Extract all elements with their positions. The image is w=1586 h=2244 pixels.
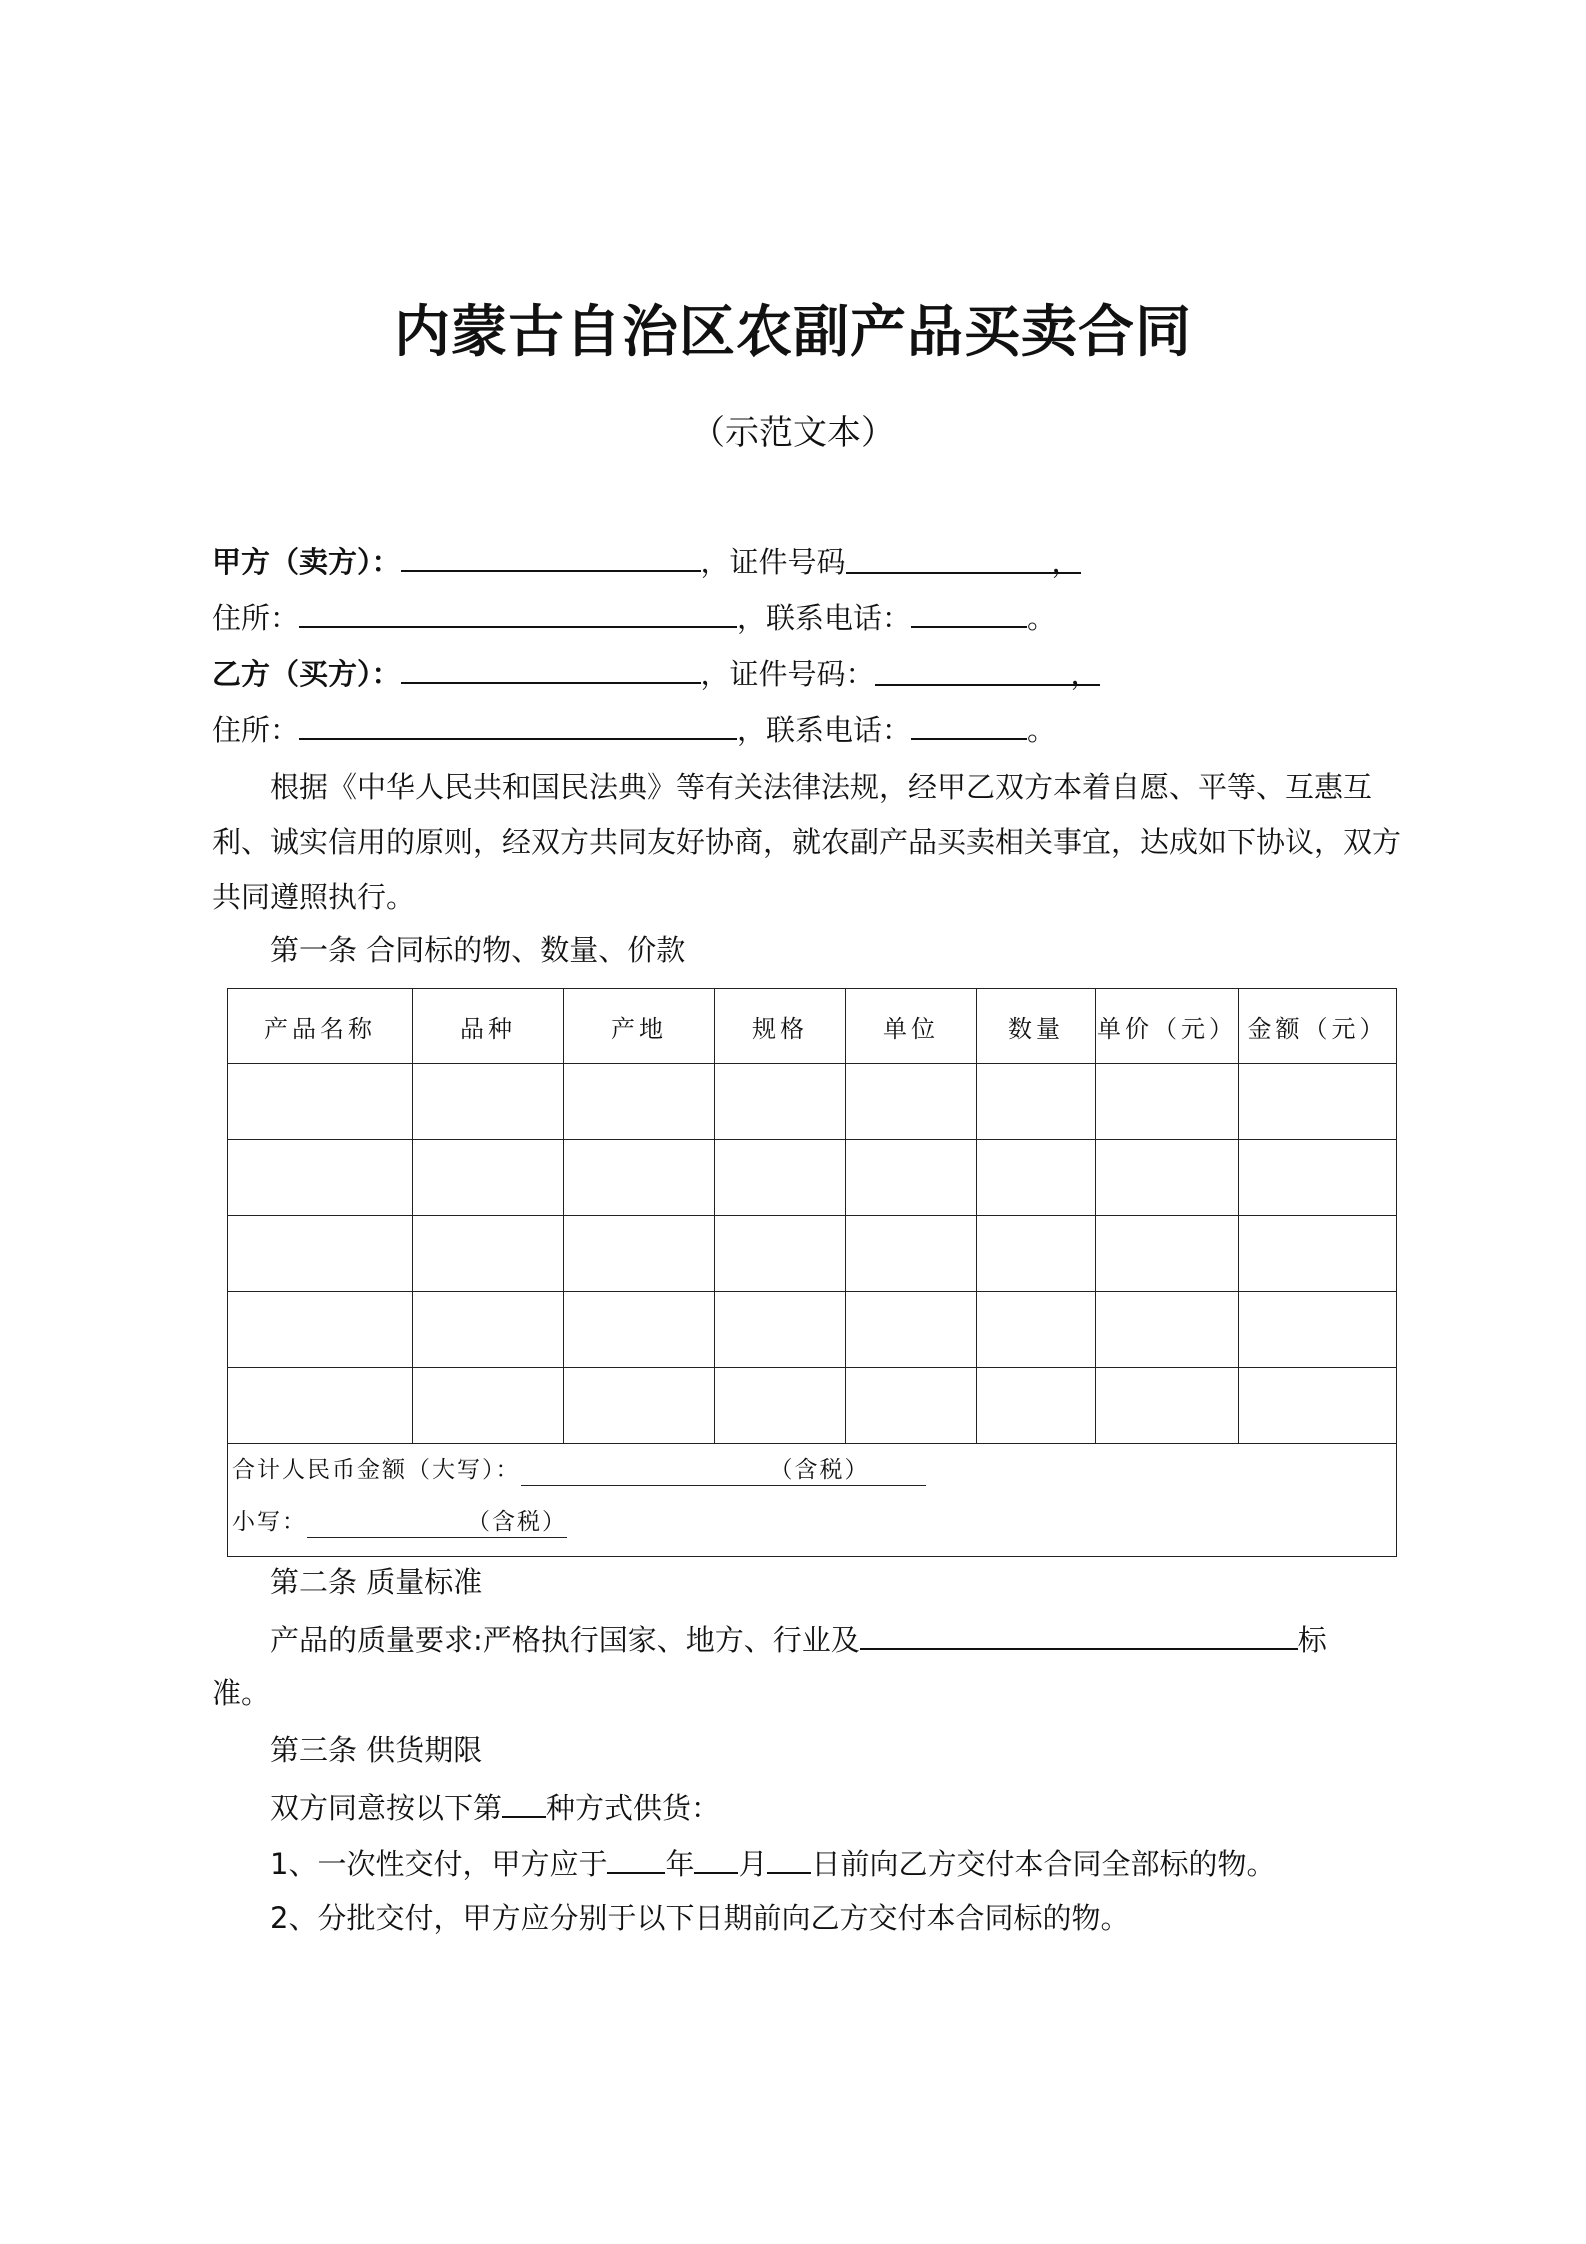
table-cell[interactable] [1096,1140,1239,1216]
address-a-field[interactable] [299,596,737,628]
party-a-id-field[interactable] [846,542,1081,579]
quality-line [270,1618,1327,1660]
phone-a-label: ，联系电话： [737,601,912,635]
article-3-heading: 第三条 供货期限 [270,1733,483,1767]
table-cell[interactable] [846,1216,977,1292]
total-small-tax-note: （含税） [467,1509,567,1535]
table-cell[interactable] [228,1292,413,1368]
table-cell[interactable] [977,1064,1096,1140]
option-1-month-label: 月 [738,1847,768,1881]
party-a-label: 甲方（卖方）： [212,545,401,579]
table-cell[interactable] [1096,1292,1239,1368]
table-cell[interactable] [228,1064,413,1140]
table-cell[interactable] [413,1140,564,1216]
total-words-row [228,1444,1396,1496]
table-cell[interactable] [564,1064,715,1140]
table-cell[interactable] [715,1140,846,1216]
total-small-row [228,1496,1396,1548]
address-b-label: 住所： [212,713,300,747]
goods-table-header-row [228,989,1397,1064]
option-1-end: 日前向乙方交付本合同全部标的物。 [811,1847,1276,1881]
table-cell[interactable] [977,1140,1096,1216]
quality-line-end: 标 [1297,1623,1327,1657]
supply-intro-start: 双方同意按以下第 [270,1791,503,1825]
option-2-line: 2、分批交付，甲方应分别于以下日期前向乙方交付本合同标的物。 [270,1901,1130,1935]
quality-standard-field[interactable] [860,1618,1298,1650]
col-header-unit-price: 单价（元） [1096,989,1239,1064]
col-header-variety: 品种 [413,989,564,1064]
table-cell[interactable] [228,1140,413,1216]
table-cell[interactable] [715,1216,846,1292]
phone-b-label: ，联系电话： [737,713,912,747]
table-cell[interactable] [977,1216,1096,1292]
party-b-id-comma: ， [1070,657,1100,691]
address-b-end: 。 [1027,713,1057,747]
article-2-heading: 第二条 质量标准 [270,1565,483,1599]
party-b-id-field[interactable] [875,654,1100,691]
table-cell[interactable] [1239,1368,1397,1444]
party-b-line [212,652,1100,694]
address-b-field[interactable] [299,708,737,740]
table-cell[interactable] [715,1368,846,1444]
col-header-product-name: 产品名称 [228,989,413,1064]
option-1-day-field[interactable] [767,1842,811,1874]
article-1-heading: 第一条 合同标的物、数量、价款 [270,933,686,967]
party-b-id-label: ，证件号码： [700,657,875,691]
address-a-end: 。 [1027,601,1057,635]
table-row [228,1064,1397,1140]
quality-line-continuation: 准。 [212,1676,271,1710]
total-small-label: 小写： [232,1509,307,1535]
table-cell[interactable] [413,1292,564,1368]
party-a-id-label: ，证件号码 [700,545,846,579]
supply-method-field[interactable] [502,1786,546,1818]
party-b-name-field[interactable] [401,652,701,684]
supply-intro-end: 种方式供货： [546,1791,721,1825]
party-a-name-field[interactable] [401,540,701,572]
col-header-amount: 金额（元） [1239,989,1397,1064]
address-a-line [212,596,1056,638]
table-row [228,1140,1397,1216]
preamble-paragraph: 根据《中华人民共和国民法典》等有关法律法规，经甲乙双方本着自愿、平等、互惠互利、诚实信用的原则，经双方共同友好协商，就农副产品买卖相关事宜，达成如下协议，双方共同遵照执行。 [212,770,1402,914]
goods-table [227,988,1397,1557]
table-cell[interactable] [1239,1140,1397,1216]
table-cell[interactable] [846,1368,977,1444]
col-header-quantity: 数量 [977,989,1096,1064]
phone-b-field[interactable] [911,708,1027,740]
table-cell[interactable] [715,1292,846,1368]
table-cell[interactable] [846,1292,977,1368]
table-cell[interactable] [564,1292,715,1368]
table-cell[interactable] [1096,1368,1239,1444]
table-cell[interactable] [564,1216,715,1292]
table-cell[interactable] [228,1216,413,1292]
table-cell[interactable] [846,1064,977,1140]
col-header-spec: 规格 [715,989,846,1064]
option-1-month-field[interactable] [694,1842,738,1874]
supply-method-line [270,1786,720,1828]
totals-cell [228,1444,1397,1557]
table-cell[interactable] [1239,1064,1397,1140]
total-words-tax-note: （含税） [769,1457,870,1483]
table-row [228,1216,1397,1292]
col-header-origin: 产地 [564,989,715,1064]
party-a-id-comma: ， [1051,545,1081,579]
table-cell[interactable] [1096,1064,1239,1140]
total-words-label: 合计人民币金额（大写）： [232,1457,521,1483]
table-cell[interactable] [564,1140,715,1216]
table-cell[interactable] [977,1368,1096,1444]
contract-title: 内蒙古自治区农副产品买卖合同 [394,300,1192,365]
table-cell[interactable] [413,1368,564,1444]
table-row [228,1292,1397,1368]
address-b-line [212,708,1056,750]
table-cell[interactable] [977,1292,1096,1368]
party-a-line [212,540,1081,582]
table-cell[interactable] [1239,1292,1397,1368]
table-cell[interactable] [1096,1216,1239,1292]
option-1-line [270,1842,1276,1884]
table-cell[interactable] [228,1368,413,1444]
party-b-label: 乙方（买方）： [212,657,401,691]
table-cell[interactable] [564,1368,715,1444]
phone-a-field[interactable] [911,596,1027,628]
table-totals-row [228,1444,1397,1557]
table-cell[interactable] [413,1064,564,1140]
table-row [228,1368,1397,1444]
total-words-field[interactable] [521,1455,926,1486]
table-cell[interactable] [715,1064,846,1140]
option-1-year-field[interactable] [607,1842,665,1874]
col-header-unit: 单位 [846,989,977,1064]
table-cell[interactable] [1239,1216,1397,1292]
table-cell[interactable] [846,1140,977,1216]
option-1-start: 1、一次性交付，甲方应于 [270,1847,608,1881]
total-small-field[interactable] [307,1507,567,1538]
quality-requirement-text: 产品的质量要求:严格执行国家、地方、行业及 [270,1623,860,1657]
address-a-label: 住所： [212,601,300,635]
table-cell[interactable] [413,1216,564,1292]
option-1-year-label: 年 [665,1847,695,1881]
contract-subtitle: （示范文本） [691,413,895,453]
